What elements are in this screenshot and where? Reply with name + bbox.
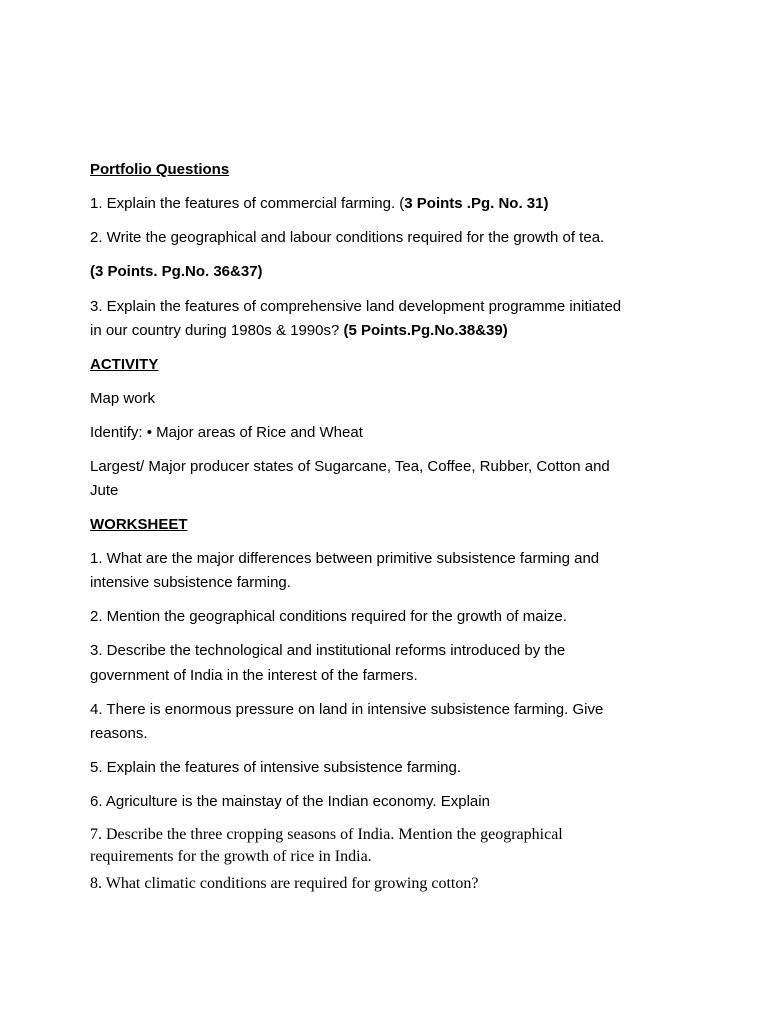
activity-map-work: Map work xyxy=(90,390,156,407)
portfolio-heading: Portfolio Questions xyxy=(90,161,230,178)
portfolio-question-1-ref: 3 Points .Pg. No. 31) xyxy=(404,195,549,212)
portfolio-question-3-line2 xyxy=(90,319,677,343)
portfolio-question-1-text: 1. Explain the features of commercial farming. ( xyxy=(90,195,405,212)
worksheet-heading: WORKSHEET xyxy=(90,516,188,533)
worksheet-question-1-line1: 1. What are the major differences between primitive subsistence farming and xyxy=(90,550,600,567)
worksheet-question-5: 5. Explain the features of intensive subsistence farming. xyxy=(90,759,462,776)
worksheet-question-3-line2: government of India in the interest of the farmers. xyxy=(90,667,418,684)
worksheet-question-6: 6. Agriculture is the mainstay of the Indian economy. Explain xyxy=(90,793,490,810)
portfolio-question-3-line1: 3. Explain the features of comprehensive land development programme initiated xyxy=(90,298,622,315)
portfolio-question-3-ref: (5 Points.Pg.No.38&39) xyxy=(343,322,508,339)
worksheet-question-1-line2: intensive subsistence farming. xyxy=(90,574,291,591)
worksheet-question-7-line2: requirements for the growth of rice in India. xyxy=(90,848,372,865)
activity-identify: Identify: • Major areas of Rice and Wheat xyxy=(90,424,363,441)
worksheet-question-4-line2: reasons. xyxy=(90,725,148,742)
activity-largest-line2: Jute xyxy=(90,482,119,499)
worksheet-question-8: 8. What climatic conditions are required for growing cotton? xyxy=(90,875,479,892)
activity-largest-line1: Largest/ Major producer states of Sugarcane, Tea, Coffee, Rubber, Cotton and xyxy=(90,458,610,475)
worksheet-question-3-line1: 3. Describe the technological and institutional reforms introduced by the xyxy=(90,642,566,659)
portfolio-question-2: 2. Write the geographical and labour conditions required for the growth of tea. xyxy=(90,229,605,246)
activity-heading: ACTIVITY xyxy=(90,356,159,373)
portfolio-question-1 xyxy=(90,192,677,216)
portfolio-question-2-ref: (3 Points. Pg.No. 36&37) xyxy=(90,263,263,280)
worksheet-question-7-line1: 7. Describe the three cropping seasons of India. Mention the geographical xyxy=(90,826,563,843)
worksheet-question-4-line1: 4. There is enormous pressure on land in intensive subsistence farming. Give xyxy=(90,701,604,718)
worksheet-question-2: 2. Mention the geographical conditions required for the growth of maize. xyxy=(90,608,567,625)
portfolio-question-3-text: in our country during 1980s & 1990s? xyxy=(90,322,344,339)
